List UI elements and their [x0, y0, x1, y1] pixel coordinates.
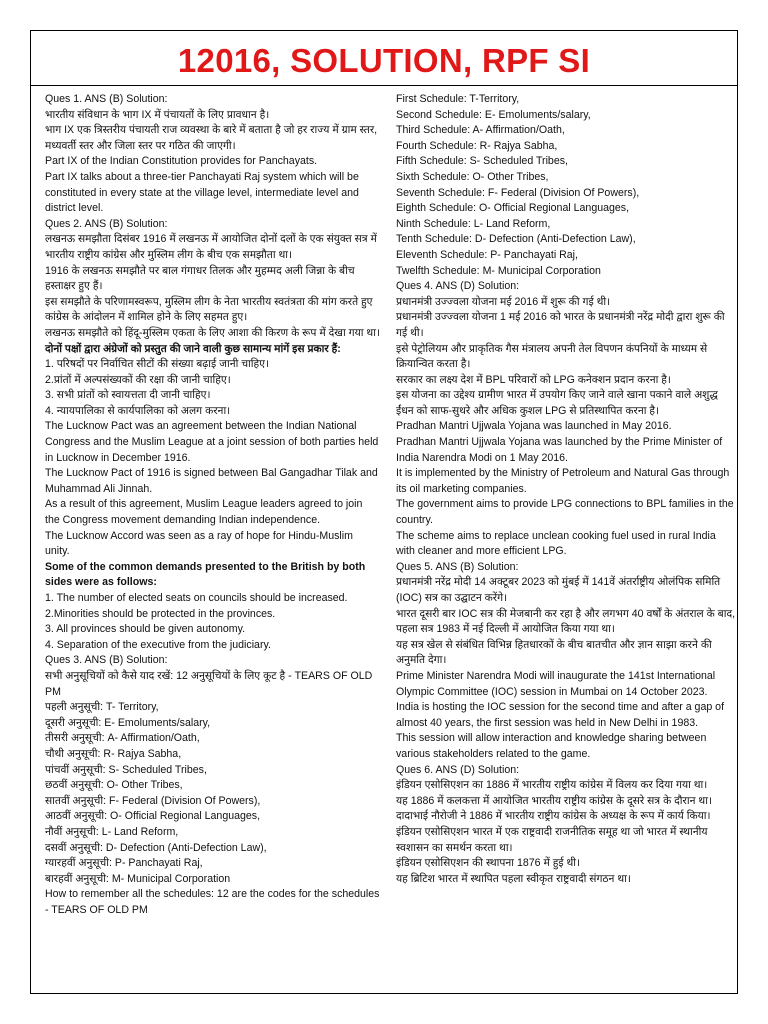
text-line: Eighth Schedule: O- Official Regional Languages,: [396, 202, 630, 215]
text-line: Part IX of the Indian Constitution provides for Panchayats.: [45, 155, 318, 168]
text-line: पांचवीं अनुसूची: S- Scheduled Tribes,: [45, 763, 207, 776]
text-line: भारत दूसरी बार IOC सत्र की मेजबानी कर रहा है और लगभग 40 वर्षों के अंतराल के बाद, पहला सत्र 1983 में नई दिल्ली में आयोजित किया गया था।: [396, 607, 736, 636]
text-line: सरकार का लक्ष्य देश में BPL परिवारों को LPG कनेक्शन प्रदान करना है।: [396, 373, 671, 386]
text-line: How to remember all the schedules: 12 are the codes for the schedules - TEARS OF OLD PM: [45, 888, 380, 916]
text-line: दादाभाई नौरोजी ने 1886 में भारतीय राष्ट्रीय कांग्रेस के अध्यक्ष के रूप में कार्य किया।: [396, 810, 711, 823]
text-line: आठवीं अनुसूची: O- Official Regional Languages,: [45, 810, 261, 823]
text-line: The government aims to provide LPG connections to BPL families in the country.: [396, 498, 734, 527]
text-line: छठवीं अनुसूची: O- Other Tribes,: [45, 779, 183, 792]
document-page: [30, 30, 738, 994]
text-line: The Lucknow Accord was seen as a ray of hope for Hindu-Muslim unity.: [45, 529, 353, 558]
text-line: सातवीं अनुसूची: F- Federal (Division Of Powers),: [45, 794, 261, 807]
text-line: Ques 6. ANS (D) Solution:: [396, 763, 520, 776]
text-line: प्रधानमंत्री उज्ज्वला योजना 1 मई 2016 को भारत के प्रधानमंत्री नरेंद्र मोदी द्वारा शुरू की गई थी।: [396, 311, 725, 339]
text-line: दूसरी अनुसूची: E- Emoluments/salary,: [45, 716, 211, 729]
text-line: India is hosting the IOC session for the second time and after a gap of almost 40 years, the first session was held in New Delhi in 1983.: [396, 701, 725, 729]
text-line: Fourth Schedule: R- Rajya Sabha,: [396, 139, 558, 152]
right-column: [384, 86, 737, 994]
text-line: यह ब्रिटिश भारत में स्थापित पहला स्वीकृत राष्ट्रवादी संगठन था।: [396, 872, 631, 885]
text-line: इंडियन एसोसिएशन भारत में एक राष्ट्रवादी राजनीतिक समूह था जो भारत में स्थानीय स्वशासन का समर्थन करता था।: [396, 825, 708, 854]
two-column-body: [31, 86, 737, 994]
text-line: लखनऊ समझौते को हिंदू-मुस्लिम एकता के लिए आशा की किरण के रूप में देखा गया था।: [45, 326, 380, 339]
text-line: नौवीं अनुसूची: L- Land Reform,: [45, 825, 179, 838]
text-line: First Schedule: T-Territory,: [396, 93, 520, 105]
text-line: Ques 1. ANS (B) Solution:: [45, 93, 168, 105]
text-line: The Lucknow Pact of 1916 is signed between Bal Gangadhar Tilak and Muhammad Ali Jinnah.: [45, 467, 378, 495]
text-line: This session will allow interaction and knowledge sharing between various stakeholders related to the game.: [396, 732, 707, 760]
text-line: इंडियन एसोसिएशन की स्थापना 1876 में हुई थी।: [396, 857, 581, 870]
text-line: It is implemented by the Ministry of Petroleum and Natural Gas through its oil marketing companies.: [396, 467, 730, 495]
text-line: इस समझौते के परिणामस्वरूप, मुस्लिम लीग के नेता भारतीय स्वतंत्रता की मांग करते हुए कांग्रेस के आंदोलन में शामिल होने के लिए सहमत हुए।: [45, 295, 373, 324]
text-line: 4. न्यायपालिका से कार्यपालिका को अलग करना।: [45, 404, 231, 417]
text-line: प्रधानमंत्री नरेंद्र मोदी 14 अक्टूबर 2023 को मुंबई में 141वें अंतर्राष्ट्रीय ओलंपिक समिति (IOC) सत्र का उद्घाटन करेंगे।: [396, 576, 721, 604]
text-line: भारतीय संविधान के भाग IX में पंचायतों के लिए प्रावधान है।: [45, 108, 270, 121]
page-title: 12016, SOLUTION, RPF SI: [31, 31, 737, 86]
bold-heading-line: Some of the common demands presented to the British by both sides were as follows:: [45, 560, 366, 589]
text-line: Second Schedule: E- Emoluments/salary,: [396, 108, 591, 121]
left-column: [31, 86, 384, 994]
text-line: प्रधानमंत्री उज्ज्वला योजना मई 2016 में शुरू की गई थी।: [396, 295, 611, 308]
text-line: 4. Separation of the executive from the judiciary.: [45, 638, 271, 651]
text-line: Ques 4. ANS (D) Solution:: [396, 280, 520, 293]
text-line: Prime Minister Narendra Modi will inaugurate the 141st International Olympic Committee (IOC) session in Mumbai on 14 October 2023.: [396, 669, 716, 698]
bold-heading-line: दोनों पक्षों द्वारा अंग्रेजों को प्रस्तुत की जाने वाली कुछ सामान्य मांगें इस प्रकार हैं:: [45, 342, 341, 355]
text-line: Seventh Schedule: F- Federal (Division Of Powers),: [396, 186, 640, 199]
text-line: 3. सभी प्रांतों को स्वायत्तता दी जानी चाहिए।: [45, 389, 211, 402]
text-line: The Lucknow Pact was an agreement between the Indian National Congress and the Muslim League at a joint session of both parties held in Lucknow in December 1916.: [45, 420, 379, 464]
text-line: चौथी अनुसूची: R- Rajya Sabha,: [45, 747, 182, 760]
text-line: Pradhan Mantri Ujjwala Yojana was launched in May 2016.: [396, 420, 672, 433]
text-line: 3. All provinces should be given autonomy.: [45, 623, 246, 636]
text-line: इंडियन एसोसिएशन का 1886 में भारतीय राष्ट्रीय कांग्रेस में विलय कर दिया गया था।: [396, 779, 708, 792]
text-line: Part IX talks about a three-tier Panchayati Raj system which will be constituted in every state at the village level, intermediate level and district level.: [45, 170, 359, 215]
text-line: यह सत्र खेल से संबंधित विभिन्न हितधारकों के बीच बातचीत और ज्ञान साझा करने की अनुमति देगा।: [396, 638, 712, 667]
text-line: Ques 5. ANS (B) Solution:: [396, 560, 519, 573]
text-line: दसवीं अनुसूची: D- Defection (Anti-Defection Law),: [45, 841, 267, 854]
text-line: पहली अनुसूची: T- Territory,: [45, 701, 159, 714]
text-line: इस योजना का उद्देश्य ग्रामीण भारत में उपयोग किए जाने वाले खाना पकाने वाले अशुद्ध ईंधन को साफ-सुथरे और अधिक कुशल LPG से प्रतिस्थापित करना है।: [396, 389, 718, 417]
text-line: Third Schedule: A- Affirmation/Oath,: [396, 124, 565, 137]
text-line: Eleventh Schedule: P- Panchayati Raj,: [396, 248, 578, 261]
text-line: 2.Minorities should be protected in the provinces.: [45, 607, 276, 620]
text-line: Twelfth Schedule: M- Municipal Corporation: [396, 264, 601, 277]
text-line: 1. The number of elected seats on councils should be increased.: [45, 592, 348, 604]
text-line: Sixth Schedule: O- Other Tribes,: [396, 170, 549, 183]
text-line: इसे पेट्रोलियम और प्राकृतिक गैस मंत्रालय अपनी तेल विपणन कंपनियों के माध्यम से क्रियान्वित करता है।: [396, 342, 708, 371]
text-line: बारहवीं अनुसूची: M- Municipal Corporation: [45, 872, 231, 885]
text-line: Ques 2. ANS (B) Solution:: [45, 217, 168, 230]
text-line: सभी अनुसूचियों को कैसे याद रखें: 12 अनुसूचियों के लिए कूट है - TEARS OF OLD PM: [45, 669, 373, 698]
text-line: As a result of this agreement, Muslim League leaders agreed to join the Congress movement demanding Indian independence.: [45, 498, 363, 527]
text-line: Fifth Schedule: S- Scheduled Tribes,: [396, 155, 568, 168]
text-line: लखनऊ समझौता दिसंबर 1916 में लखनऊ में आयोजित दोनों दलों के एक संयुक्त सत्र में भारतीय राष्ट्रीय कांग्रेस और मुस्लिम लीग के बीच एक समझौता था।: [45, 233, 377, 261]
text-line: 1. परिषदों पर निर्वाचित सीटों की संख्या बढ़ाई जानी चाहिए।: [45, 358, 270, 371]
text-line: Ninth Schedule: L- Land Reform,: [396, 217, 551, 230]
text-line: 2.प्रांतों में अल्पसंख्यकों की रक्षा की जानी चाहिए।: [45, 373, 231, 386]
text-line: The scheme aims to replace unclean cooking fuel used in rural India with cleaner and more efficient LPG.: [396, 529, 716, 558]
text-line: ग्यारहवीं अनुसूची: P- Panchayati Raj,: [45, 857, 203, 870]
text-line: Ques 3. ANS (B) Solution:: [45, 654, 168, 667]
text-line: 1916 के लखनऊ समझौते पर बाल गंगाधर तिलक और मुहम्मद अली जिन्ना के बीच हस्ताक्षर हुए हैं।: [45, 264, 355, 293]
text-line: Pradhan Mantri Ujjwala Yojana was launched by the Prime Minister of India Narendra Modi on 1 May 2016.: [396, 436, 723, 464]
text-line: यह 1886 में कलकत्ता में आयोजित भारतीय राष्ट्रीय कांग्रेस के दूसरे सत्र के दौरान था।: [396, 794, 712, 807]
text-line: भाग IX एक त्रिस्तरीय पंचायती राज व्यवस्था के बारे में बताता है जो हर राज्य में ग्राम स्तर, मध्यवर्ती स्तर और जिला स्तर पर गठित की जाएगी।: [45, 124, 378, 152]
text-line: Tenth Schedule: D- Defection (Anti-Defection Law),: [396, 233, 636, 246]
text-line: तीसरी अनुसूची: A- Affirmation/Oath,: [45, 732, 200, 745]
